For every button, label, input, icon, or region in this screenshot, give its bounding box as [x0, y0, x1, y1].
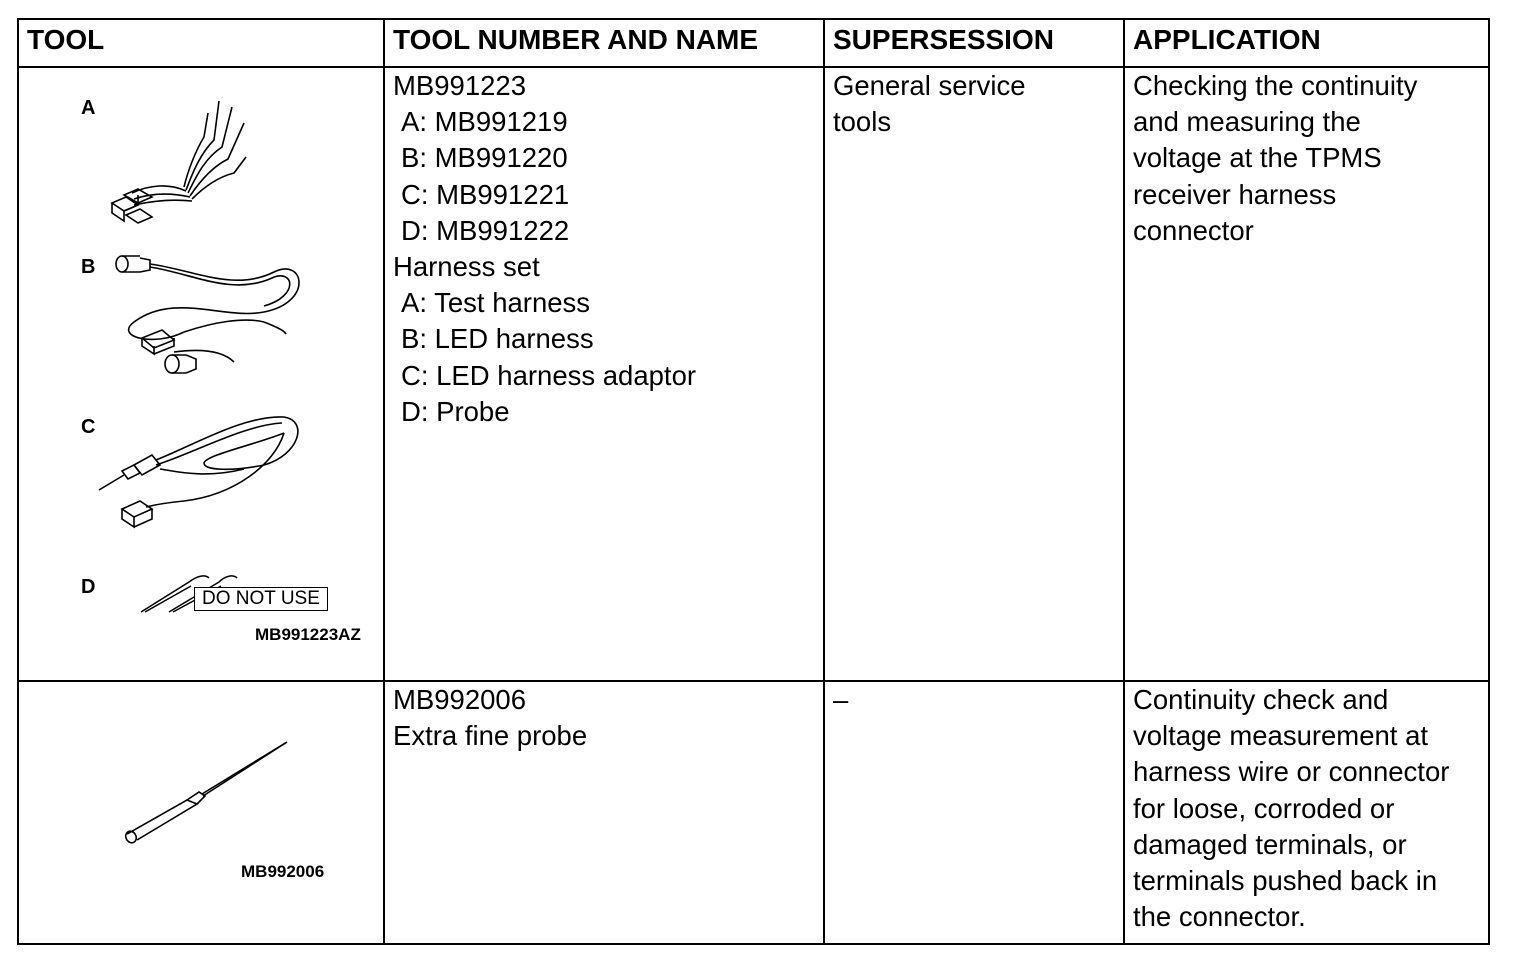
application-cell	[1133, 68, 1417, 249]
supersession-line: General service	[833, 70, 1026, 101]
tool-component-name: D: Probe	[401, 395, 510, 427]
extra-fine-probe-illustration	[119, 738, 294, 848]
header-application: APPLICATION	[1133, 24, 1321, 55]
figure-letter-c: C	[81, 416, 96, 438]
application-line: receiver harness	[1133, 178, 1337, 210]
header-tool: TOOL	[27, 24, 105, 55]
application-line: the connector.	[1133, 901, 1306, 933]
supersession-line: –	[833, 684, 849, 715]
tool-component: B: MB991220	[401, 142, 568, 174]
column-divider	[1123, 20, 1125, 943]
column-divider	[823, 20, 825, 943]
tool-number-and-name-cell	[393, 68, 696, 430]
application-line: voltage measurement at	[1133, 720, 1429, 752]
application-line: Checking the continuity	[1133, 70, 1418, 101]
illustration-code: MB991223AZ	[255, 625, 361, 644]
application-line: and measuring the	[1133, 106, 1361, 138]
figure-letter-b: B	[81, 256, 96, 278]
application-line: voltage at the TPMS	[1133, 142, 1382, 174]
tool-component: D: MB991222	[401, 214, 570, 246]
tool-name: Extra fine probe	[393, 720, 588, 752]
supersession-cell	[833, 682, 848, 718]
tool-number: MB991223	[393, 70, 527, 101]
figure-letter-a: A	[81, 97, 96, 119]
test-harness-illustration	[104, 95, 254, 225]
tool-name: Harness set	[393, 250, 540, 282]
application-cell	[1133, 682, 1449, 935]
led-harness-illustration	[114, 252, 304, 377]
tool-component-name: A: Test harness	[401, 287, 591, 319]
tool-component: C: MB991221	[401, 178, 570, 210]
application-line: harness wire or connector	[1133, 756, 1450, 788]
supersession-cell	[833, 68, 1026, 140]
do-not-use-label: DO NOT USE	[194, 587, 328, 611]
tool-number: MB992006	[393, 684, 527, 715]
tool-number-and-name-cell	[393, 682, 587, 754]
header-tool-number-and-name: TOOL NUMBER AND NAME	[393, 24, 759, 55]
figure-letter-d: D	[81, 576, 96, 598]
illustration-code: MB992006	[241, 862, 325, 881]
header-supersession: SUPERSESSION	[833, 24, 1054, 55]
special-tools-table	[17, 18, 1490, 945]
application-line: for loose, corroded or	[1133, 792, 1395, 824]
tool-component: A: MB991219	[401, 106, 568, 138]
led-harness-adaptor-illustration	[94, 405, 299, 535]
column-divider	[383, 20, 385, 943]
application-line: connector	[1133, 214, 1254, 246]
application-line: terminals pushed back in	[1133, 864, 1438, 896]
tool-component-name: C: LED harness adaptor	[401, 359, 697, 391]
tool-component-name: B: LED harness	[401, 323, 594, 355]
supersession-line: tools	[833, 106, 892, 138]
application-line: Continuity check and	[1133, 684, 1389, 715]
application-line: damaged terminals, or	[1133, 828, 1407, 860]
